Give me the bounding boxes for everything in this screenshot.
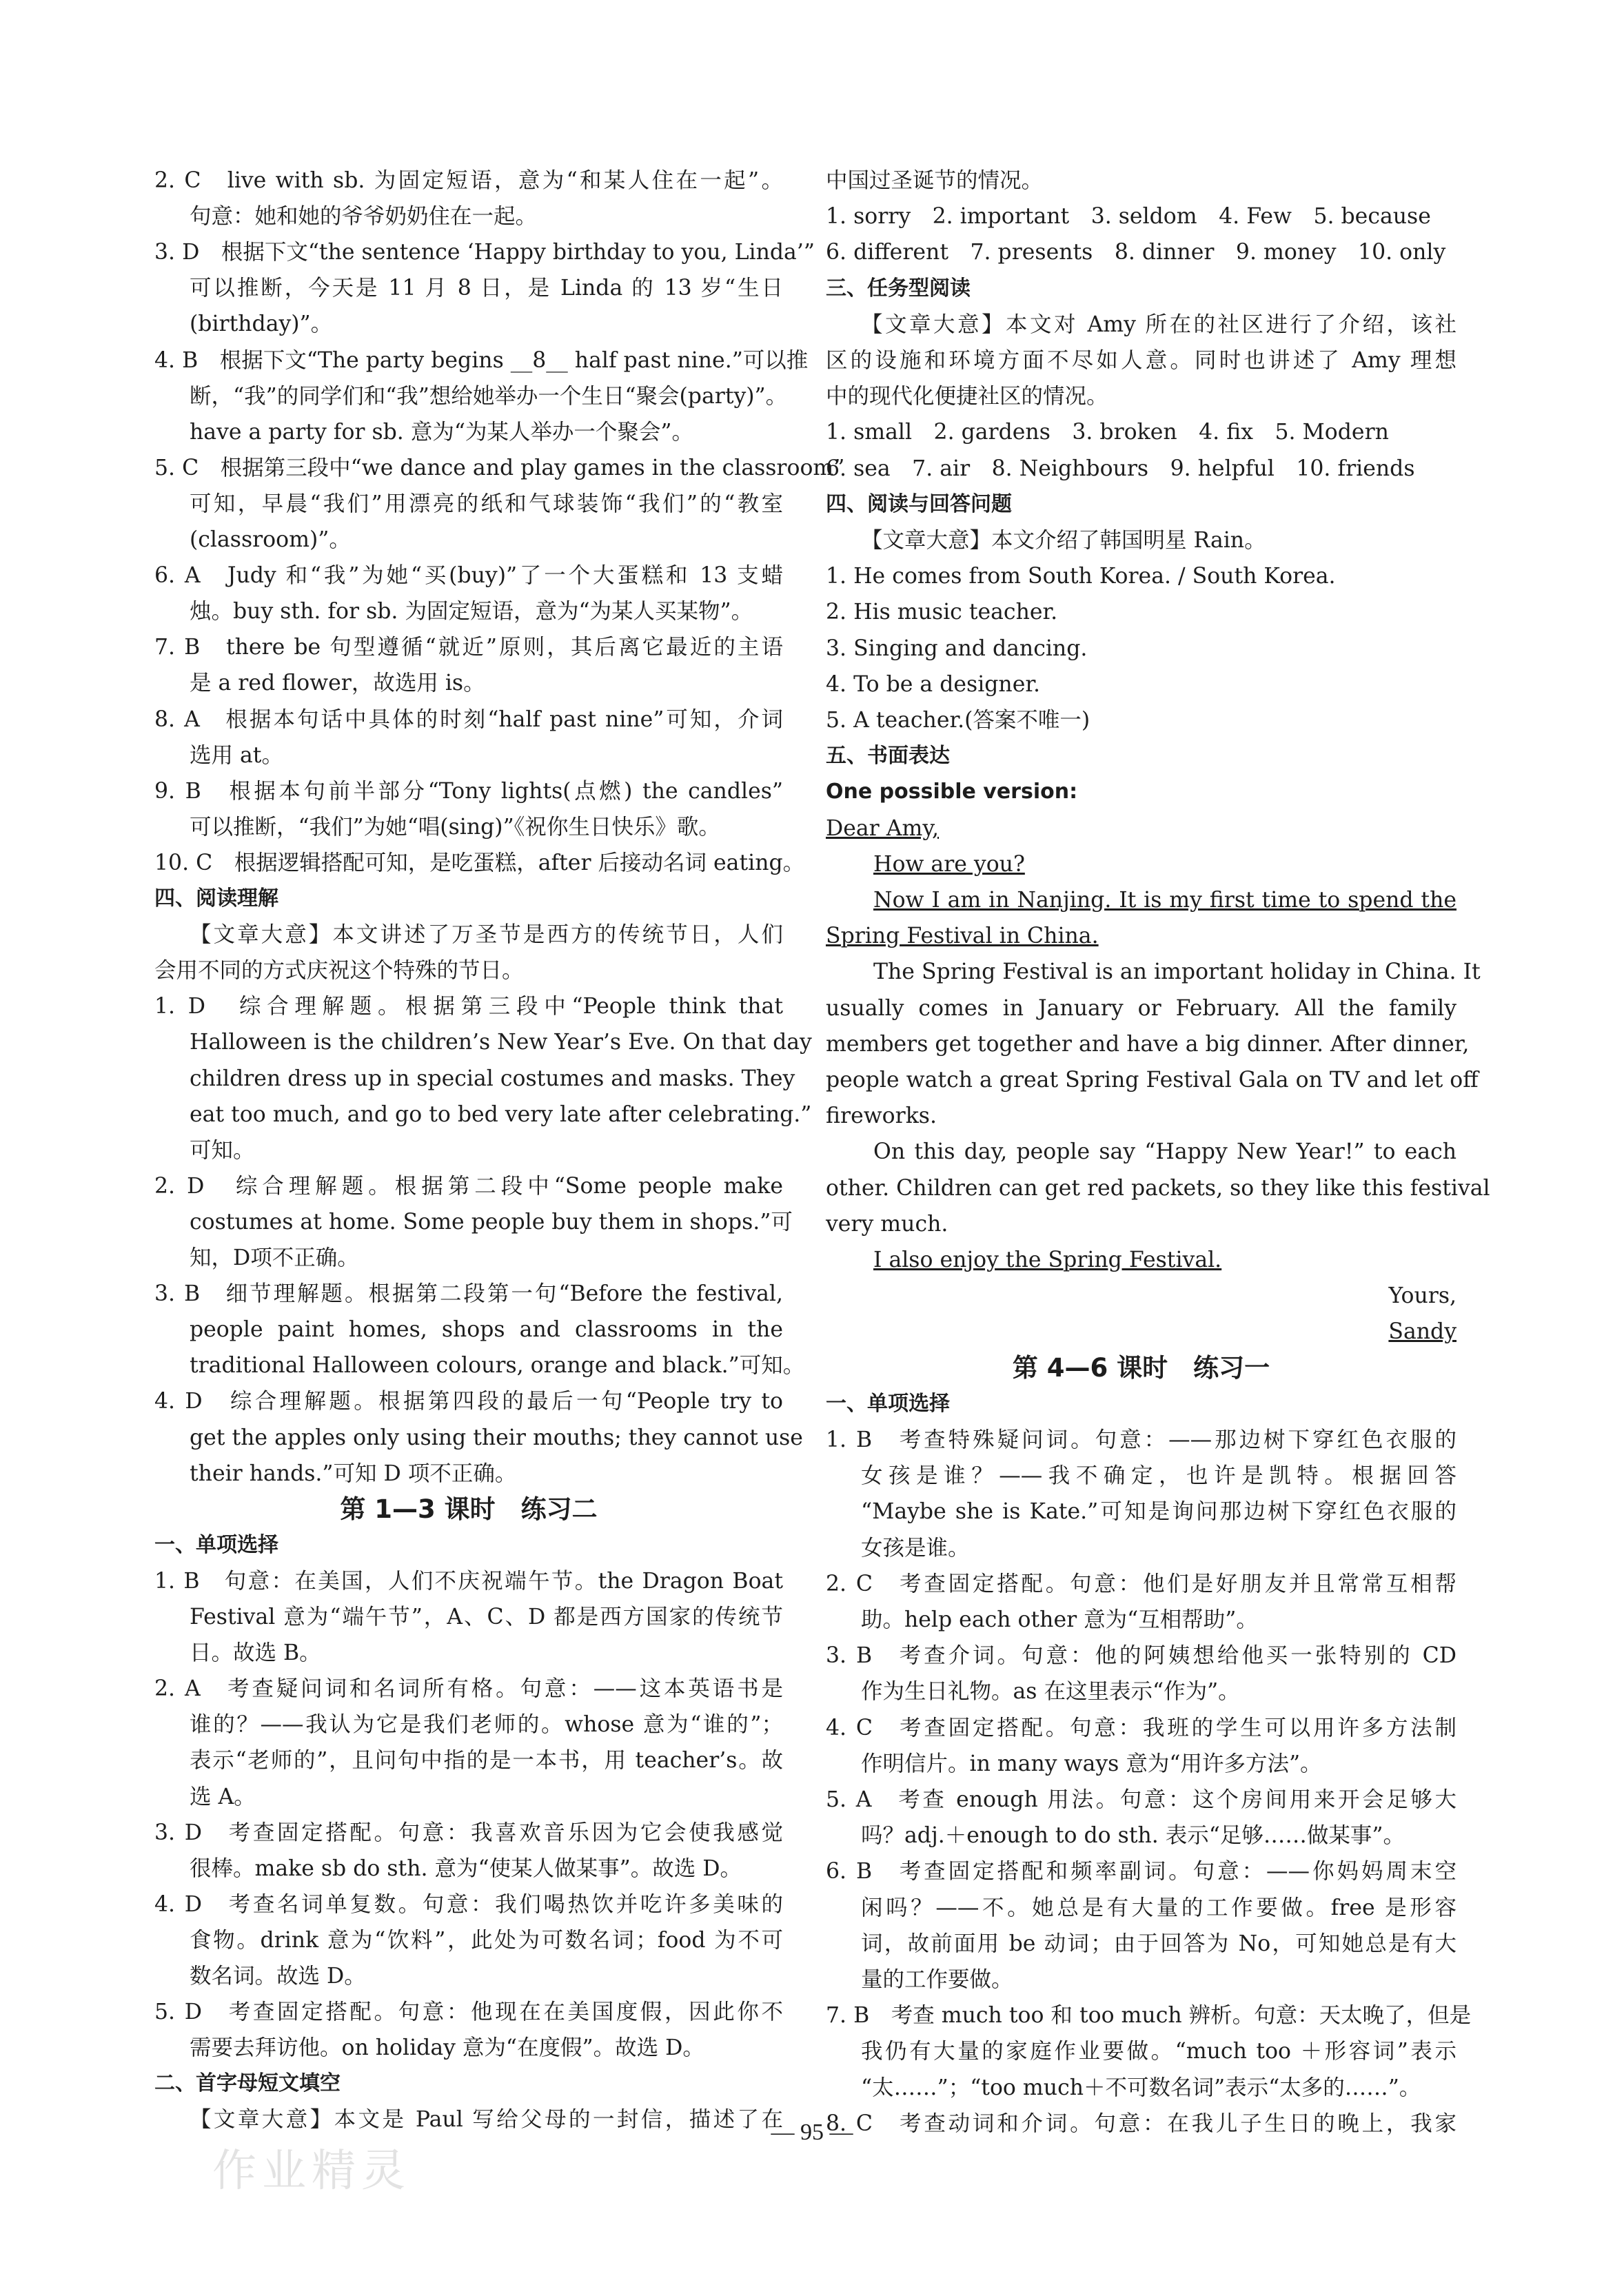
text-line: 5. A teacher.(答案不唯一) <box>826 708 1090 733</box>
text-line: their hands.”可知 D 项不正确。 <box>190 1461 517 1486</box>
text-line: Festival 意为“端午节”，A、C、D 都是西方国家的传统节 <box>190 1605 783 1629</box>
text-line: 一、单项选择 <box>154 1532 278 1557</box>
text-line: 谁的？——我认为它是我们老师的。whose 意为“谁的”； <box>190 1712 783 1738</box>
text-line: Halloween is the children’s New Year’s Eve. On that day <box>190 1030 812 1055</box>
text-line: 8. C 考查动词和介词。句意：在我儿子生日的晚上，我家 <box>826 2111 1456 2136</box>
text-line: 知，D项不正确。 <box>190 1246 359 1270</box>
text-line: 助。help each other 意为“互相帮助”。 <box>861 1607 1258 1632</box>
text-line: 二、首字母短文填空 <box>154 2071 341 2096</box>
text-line: Now I am in Nanjing. It is my first time to spend the <box>873 888 1456 913</box>
text-line: 四、阅读理解 <box>154 886 278 911</box>
text-line: 【文章大意】本文讲述了万圣节是西方的传统节日，人们 <box>190 922 783 948</box>
text-line: 5. C 根据第三段中“we dance and play games in the classroom” <box>154 455 845 480</box>
text-line: 【文章大意】本文是 Paul 写给父母的一封信，描述了在 <box>190 2107 783 2133</box>
text-line: 女孩是谁。 <box>861 1535 970 1561</box>
text-line: 6. A Judy 和“我”为她“买(buy)”了一个大蛋糕和 13 支蜡 <box>154 563 783 589</box>
text-line: Dear Amy, <box>826 815 939 841</box>
text-line: 10. C 根据逻辑搭配可知，是吃蛋糕，after 后接动名词 eating。 <box>154 850 805 875</box>
text-line: 3. D 考查固定搭配。句意：我喜欢音乐因为它会使我感觉 <box>154 1820 783 1845</box>
text-line: 1. He comes from South Korea. / South Korea. <box>826 564 1336 589</box>
text-line: people paint homes, shops and classrooms in the <box>190 1317 783 1343</box>
text-line: 作为生日礼物。as 在这里表示“作为”。 <box>861 1679 1240 1705</box>
text-line: 女孩是谁？——我不确定，也许是凯特。根据回答 <box>861 1463 1456 1489</box>
text-line: 四、阅读与回答问题 <box>826 491 1012 516</box>
text-line: I also enjoy the Spring Festival. <box>873 1248 1222 1272</box>
text-line: 4. D 综合理解题。根据第四段的最后一句“People try to <box>154 1389 783 1414</box>
text-line: 1. D 综合理解题。根据第三段中“People think that <box>154 994 783 1019</box>
text-line: members get together and have a big dinner. After dinner, <box>826 1031 1470 1057</box>
text-line: costumes at home. Some people buy them in shops.”可 <box>190 1209 793 1235</box>
watermark-text: 作业精灵 <box>212 2146 411 2197</box>
text-line: 4. D 考查名词单复数。句意：我们喝热饮并吃许多美味的 <box>154 1891 783 1917</box>
text-line: 数名词。故选 D。 <box>190 1964 366 1989</box>
text-line: traditional Halloween colours, orange and black.”可知。 <box>190 1353 805 1379</box>
text-line: Sandy <box>1388 1319 1456 1345</box>
text-line: 我仍有大量的家庭作业要做。“much too ＋形容词”表示 <box>861 2039 1456 2064</box>
text-line: 4. C 考查固定搭配。句意：我班的学生可以用许多方法制 <box>826 1715 1456 1740</box>
text-line: Spring Festival in China. <box>826 924 1099 949</box>
text-line: very much. <box>826 1211 948 1237</box>
text-line: 吗？adj.＋enough to do sth. 表示“足够……做某事”。 <box>861 1823 1405 1849</box>
text-line: 句意：她和她的爷爷奶奶住在一起。 <box>190 204 538 230</box>
text-line: eat too much, and go to bed very late after celebrating.” <box>190 1101 812 1127</box>
text-line: have a party for sb. 意为“为某人举办一个聚会”。 <box>190 419 694 445</box>
text-line: usually comes in January or February. All the family <box>826 995 1456 1021</box>
text-line: 3. B 考查介词。句意：他的阿姨想给他买一张特别的 CD <box>826 1643 1456 1669</box>
text-line: 一、单项选择 <box>826 1391 950 1416</box>
text-line: 表示“老师的”，且问句中指的是一本书，用 teacher’s。故 <box>190 1748 783 1774</box>
text-line: 选用 at。 <box>190 742 283 768</box>
text-line: 闲吗？——不。她总是有大量的工作要做。free 是形容 <box>861 1895 1456 1920</box>
text-line: 3. D 根据下文“the sentence ‘Happy birthday to you, Linda’” <box>154 240 815 265</box>
text-line: 3. Singing and dancing. <box>826 636 1088 661</box>
text-line: 【文章大意】本文对 Amy 所在的社区进行了介绍，该社 <box>861 312 1456 337</box>
text-line: 量的工作要做。 <box>861 1967 1013 1992</box>
text-line: 可知。 <box>190 1137 255 1163</box>
text-line: 中的现代化便捷社区的情况。 <box>826 384 1108 409</box>
text-line: 1. B 句意：在美国，人们不庆祝端午节。the Dragon Boat <box>154 1568 783 1594</box>
text-line: 可以推断，“我们”为她“唱(sing)”《祝你生日快乐》歌。 <box>190 814 720 840</box>
text-line: On this day, people say “Happy New Year!” to each <box>873 1139 1456 1165</box>
text-line: children dress up in special costumes and masks. They <box>190 1066 795 1091</box>
text-line: 【文章大意】本文介绍了韩国明星 Rain。 <box>861 528 1266 553</box>
text-line: 可知，早晨“我们”用漂亮的纸和气球装饰“我们”的“教室 <box>190 491 783 516</box>
text-line: 可以推断，今天是 11 月 8 日，是 Linda 的 13 岁“生日 <box>190 276 783 301</box>
text-line: 2. C live with sb. 为固定短语，意为“和某人住在一起”。 <box>154 168 783 193</box>
text-line: 断，“我”的同学们和“我”想给她举办一个生日“聚会(party)”。 <box>190 383 788 409</box>
text-line: fireworks. <box>826 1104 937 1129</box>
text-line: 5. A 考查 enough 用法。句意：这个房间用来开会足够大 <box>826 1787 1456 1812</box>
text-line: 选 A。 <box>190 1784 256 1809</box>
text-line: (classroom)”。 <box>190 527 351 552</box>
text-line: 需要去拜访他。on holiday 意为“在度假”。故选 D。 <box>190 2035 704 2061</box>
text-line: 中国过圣诞节的情况。 <box>826 168 1044 193</box>
text-line: 五、书面表达 <box>826 744 950 769</box>
text-line: 食物。drink 意为“饮料”，此处为可数名词；food 为不可 <box>190 1927 783 1953</box>
text-line: One possible version: <box>826 780 1078 804</box>
text-line: 会用不同的方式庆祝这个特殊的节日。 <box>154 958 524 984</box>
text-line: 2. D 综合理解题。根据第二段中“Some people make <box>154 1173 783 1199</box>
text-line: 3. B 细节理解题。根据第二段第一句“Before the festival, <box>154 1281 783 1307</box>
text-line: 第 4—6 课时 练习一 <box>1012 1352 1270 1383</box>
text-line: 2. His music teacher. <box>826 600 1058 625</box>
text-line: The Spring Festival is an important holiday in China. It <box>873 959 1481 985</box>
text-line: 1. B 考查特殊疑问词。句意：——那边树下穿红色衣服的 <box>826 1428 1456 1452</box>
text-line: 日。故选 B。 <box>190 1640 321 1666</box>
text-line: 7. B there be 句型遵循“就近”原则，其后离它最近的主语 <box>154 635 783 660</box>
text-line: 6. sea 7. air 8. Neighbours 9. helpful 10. friends <box>826 456 1415 481</box>
text-line: 三、任务型阅读 <box>826 276 971 301</box>
text-line: 9. B 根据本句前半部分“Tony lights(点燃) the candles” <box>154 778 783 804</box>
text-line: 4. To be a designer. <box>826 671 1040 697</box>
text-line: 烛。buy sth. for sb. 为固定短语，意为“为某人买某物”。 <box>190 599 753 624</box>
text-line: 2. A 考查疑问词和名词所有格。句意：——这本英语书是 <box>154 1676 783 1702</box>
text-line: “Maybe she is Kate.”可知是询问那边树下穿红色衣服的 <box>861 1499 1456 1525</box>
text-line: other. Children can get red packets, so they like this festival <box>826 1175 1490 1201</box>
text-line: 作明信片。in many ways 意为“用许多方法”。 <box>861 1751 1322 1776</box>
text-line: 第 1—3 课时 练习二 <box>340 1494 598 1524</box>
text-line: 很棒。make sb do sth. 意为“使某人做某事”。故选 D。 <box>190 1856 742 1881</box>
text-line: 6. different 7. presents 8. dinner 9. money 10. only <box>826 240 1446 265</box>
text-line: 1. sorry 2. important 3. seldom 4. Few 5. because <box>826 204 1431 230</box>
text-line: 4. B 根据下文“The party begins __8__ half past nine.”可以推 <box>154 347 809 373</box>
text-line: 区的设施和环境方面不尽如人意。同时也讲述了 Amy 理想 <box>826 348 1456 373</box>
text-line: 6. B 考查固定搭配和频率副词。句意：——你妈妈周末空 <box>826 1859 1456 1884</box>
text-line: 8. A 根据本句话中具体的时刻“half past nine”可知，介词 <box>154 707 783 732</box>
text-line: people watch a great Spring Festival Gala on TV and let off <box>826 1068 1479 1093</box>
page-number: — 95 — <box>771 2120 853 2145</box>
text-line: 7. B 考查 much too 和 too much 辨析。句意：天太晚了，但是 <box>826 2003 1472 2029</box>
text-line: How are you? <box>873 851 1025 877</box>
text-line: 1. small 2. gardens 3. broken 4. fix 5. Modern <box>826 420 1389 445</box>
text-line: get the apples only using their mouths; they cannot use <box>190 1425 803 1450</box>
text-line: 5. D 考查固定搭配。句意：他现在在美国度假，因此你不 <box>154 2000 783 2025</box>
text-line: 是 a red flower，故选用 is。 <box>190 671 485 696</box>
text-line: (birthday)”。 <box>190 312 333 337</box>
text-line: “太……”；“too much＋不可数名词”表示“太多的……”。 <box>861 2075 1421 2100</box>
text-line: Yours, <box>1388 1283 1456 1309</box>
text-line: 2. C 考查固定搭配。句意：他们是好朋友并且常常互相帮 <box>826 1571 1456 1596</box>
text-line: 词，故前面用 be 动词；由于回答为 No，可知她总是有大 <box>861 1931 1456 1956</box>
